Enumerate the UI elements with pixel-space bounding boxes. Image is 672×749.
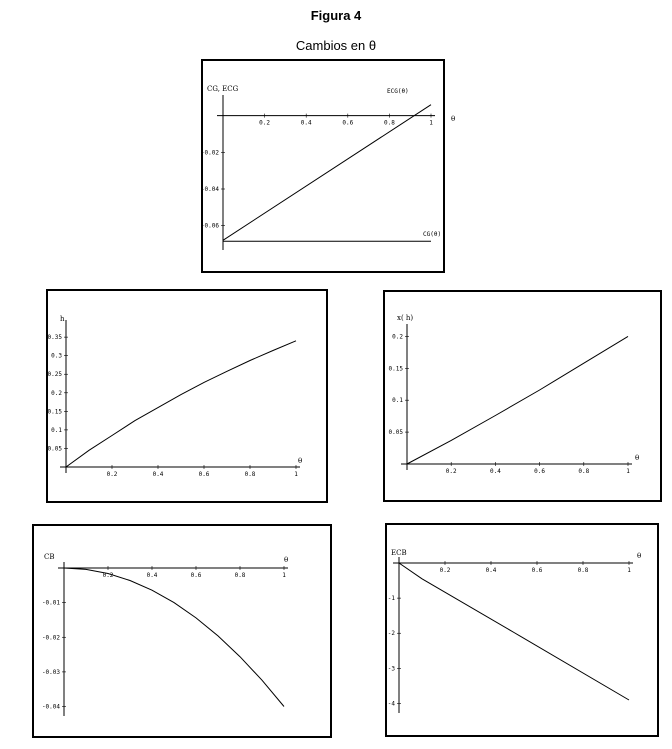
x-tick-label: 1 <box>429 119 433 127</box>
figure-title: Figura 4 <box>310 8 362 23</box>
y-tick-label: -4 <box>387 700 395 708</box>
x-axis-label: θ <box>637 552 642 560</box>
x-tick-label: 0.6 <box>190 572 202 579</box>
chart-x-h <box>383 290 662 502</box>
y-tick-label: 0.2 <box>392 333 403 341</box>
y-tick-label: 0.1 <box>392 397 403 405</box>
chart-cg-ecg <box>200 59 456 273</box>
x-tick-label: 1 <box>294 471 298 478</box>
x-tick-label: 1 <box>627 567 631 574</box>
x-tick-label: 0.2 <box>102 572 114 579</box>
y-axis-label: x( h) <box>397 314 414 322</box>
x-tick-label: 0.2 <box>259 119 271 127</box>
chart-svg <box>387 525 657 735</box>
figure-subtitle: Cambios en θ <box>295 38 377 53</box>
x-axis-label: θ <box>451 115 456 123</box>
series-line <box>407 336 628 464</box>
x-tick-label: 0.6 <box>534 468 546 475</box>
x-tick-label: 0.2 <box>445 468 457 475</box>
x-tick-label: 0.8 <box>234 572 246 579</box>
y-tick-label: -0.06 <box>200 222 219 230</box>
chart-svg <box>200 61 456 271</box>
y-axis-label: CG, ECG <box>207 85 239 93</box>
y-tick-label: 0.1 <box>51 426 62 434</box>
series-line <box>223 105 431 241</box>
x-tick-label: 0.4 <box>489 468 501 475</box>
series-line <box>399 563 629 700</box>
x-tick-label: 0.4 <box>300 119 312 127</box>
x-tick-label: 0.8 <box>578 468 590 475</box>
y-tick-label: -0.02 <box>200 149 219 157</box>
x-tick-label: 0.2 <box>106 471 118 478</box>
y-tick-label: 0.15 <box>388 365 403 373</box>
y-tick-label: -0.02 <box>41 634 60 642</box>
x-tick-label: 0.2 <box>439 567 451 574</box>
y-tick-label: 0.15 <box>47 408 62 416</box>
x-tick-label: 0.6 <box>198 471 210 478</box>
x-tick-label: 0.6 <box>342 119 354 127</box>
x-tick-label: 0.6 <box>531 567 543 574</box>
x-axis-label: θ <box>635 454 640 462</box>
x-tick-label: 0.8 <box>244 471 256 478</box>
x-tick-label: 0.8 <box>577 567 589 574</box>
chart-h <box>46 289 328 503</box>
x-tick-label: 0.8 <box>383 119 395 127</box>
series-line <box>66 341 296 467</box>
y-tick-label: 0.3 <box>51 352 62 360</box>
y-tick-label: -1 <box>387 595 395 603</box>
y-tick-label: -2 <box>387 630 395 638</box>
y-tick-label: 0.25 <box>47 371 62 379</box>
x-tick-label: 0.4 <box>485 567 497 574</box>
y-tick-label: -0.01 <box>41 599 60 607</box>
y-tick-label: 0.05 <box>388 429 403 437</box>
y-axis-label: CB <box>44 553 55 561</box>
series-label: ECG(θ) <box>387 88 409 95</box>
y-tick-label: 0.2 <box>51 389 62 397</box>
x-tick-label: 0.4 <box>146 572 158 579</box>
y-tick-label: -0.04 <box>41 703 60 711</box>
y-tick-label: -0.03 <box>41 668 60 676</box>
chart-svg <box>34 526 330 736</box>
y-tick-label: 0.35 <box>47 334 62 342</box>
x-tick-label: 0.4 <box>152 471 164 478</box>
x-tick-label: 1 <box>282 572 286 579</box>
x-axis-label: θ <box>284 556 289 564</box>
chart-cb <box>32 524 332 738</box>
y-tick-label: 0.05 <box>47 445 62 453</box>
x-axis-label: θ <box>298 457 303 465</box>
y-tick-label: -3 <box>387 665 395 673</box>
series-line <box>64 568 284 707</box>
y-tick-label: -0.04 <box>200 186 219 193</box>
series-label: CG(θ) <box>423 231 442 238</box>
chart-ecb <box>385 523 659 737</box>
x-tick-label: 1 <box>626 468 630 475</box>
y-axis-label: ECB <box>391 549 407 557</box>
y-axis-label: h <box>60 315 65 323</box>
chart-svg <box>48 291 326 501</box>
chart-svg <box>385 292 660 500</box>
